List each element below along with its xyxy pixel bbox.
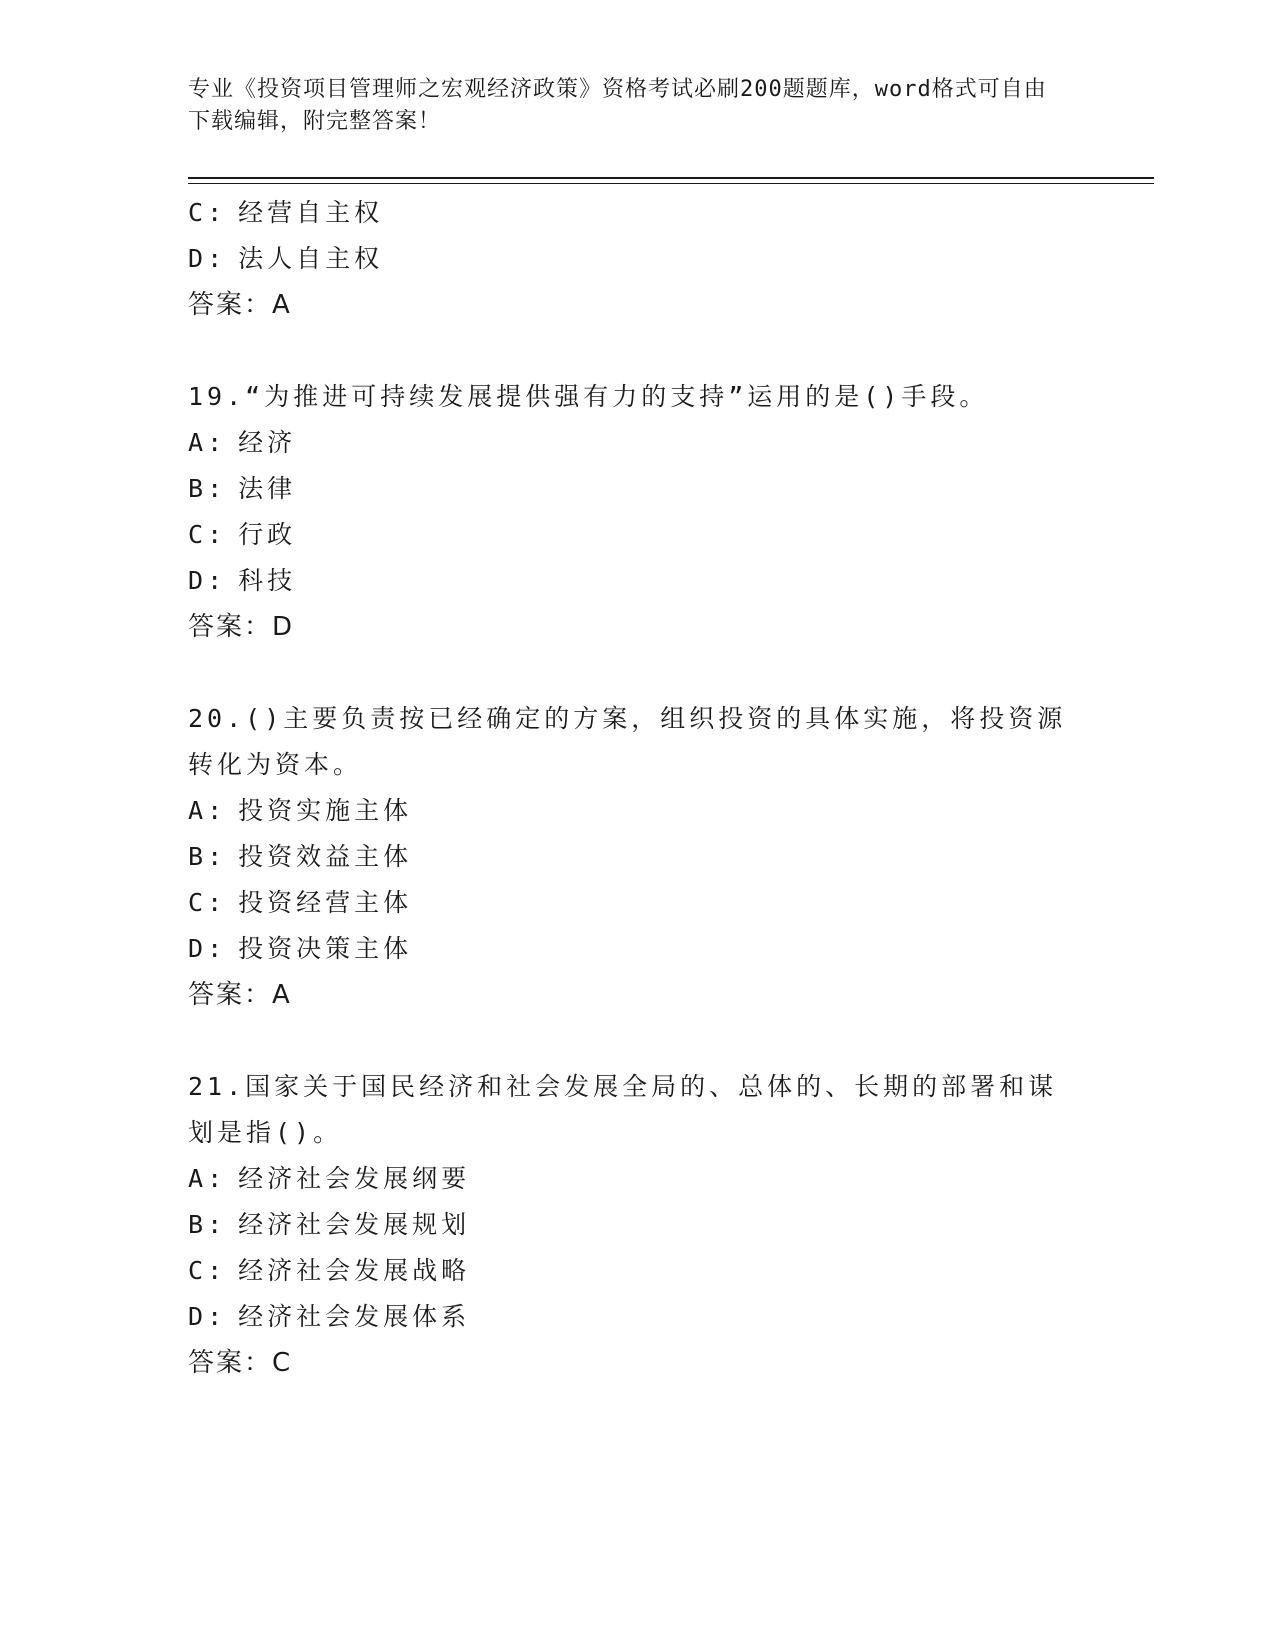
option-a: A: 经济社会发展纲要 [188,1164,471,1193]
option-d: D: 经济社会发展体系 [188,1302,471,1331]
option-d: D: 法人自主权 [188,244,384,273]
question-stem: 21.国家关于国民经济和社会发展全局的、总体的、长期的部署和谋划是指()。 [188,1072,1058,1147]
option-b: B: 投资效益主体 [188,842,413,871]
document-header: 专业《投资项目管理师之宏观经济政策》资格考试必刷200题题库，word格式可自由下载编辑，附完整答案！ [188,77,1047,134]
question-stem: 20.()主要负责按已经确定的方案，组织投资的具体实施，将投资源转化为资本。 [188,704,1067,779]
question-21 [188,1064,1088,1386]
question-20 [188,696,1088,1018]
option-a: A: 经济 [188,428,297,457]
answer: 答案：C [188,1348,293,1378]
answer: 答案：D [188,612,295,642]
partial-question [188,190,1088,328]
question-stem: 19.“为推进可持续发展提供强有力的支持”运用的是()手段。 [188,382,989,411]
option-d: D: 科技 [188,566,297,595]
question-list [188,190,1088,1386]
option-c: C: 经济社会发展战略 [188,1256,471,1285]
option-b: B: 经济社会发展规划 [188,1210,471,1239]
option-c: C: 行政 [188,520,297,549]
option-c: C: 经营自主权 [188,198,384,227]
option-d: D: 投资决策主体 [188,934,413,963]
option-b: B: 法律 [188,474,297,503]
option-a: A: 投资实施主体 [188,796,413,825]
header-rule-thick [188,177,1154,179]
answer: 答案：A [188,980,292,1010]
header-rule-thin [188,183,1154,184]
question-19 [188,374,1088,650]
answer: 答案：A [188,290,292,320]
option-c: C: 投资经营主体 [188,888,413,917]
